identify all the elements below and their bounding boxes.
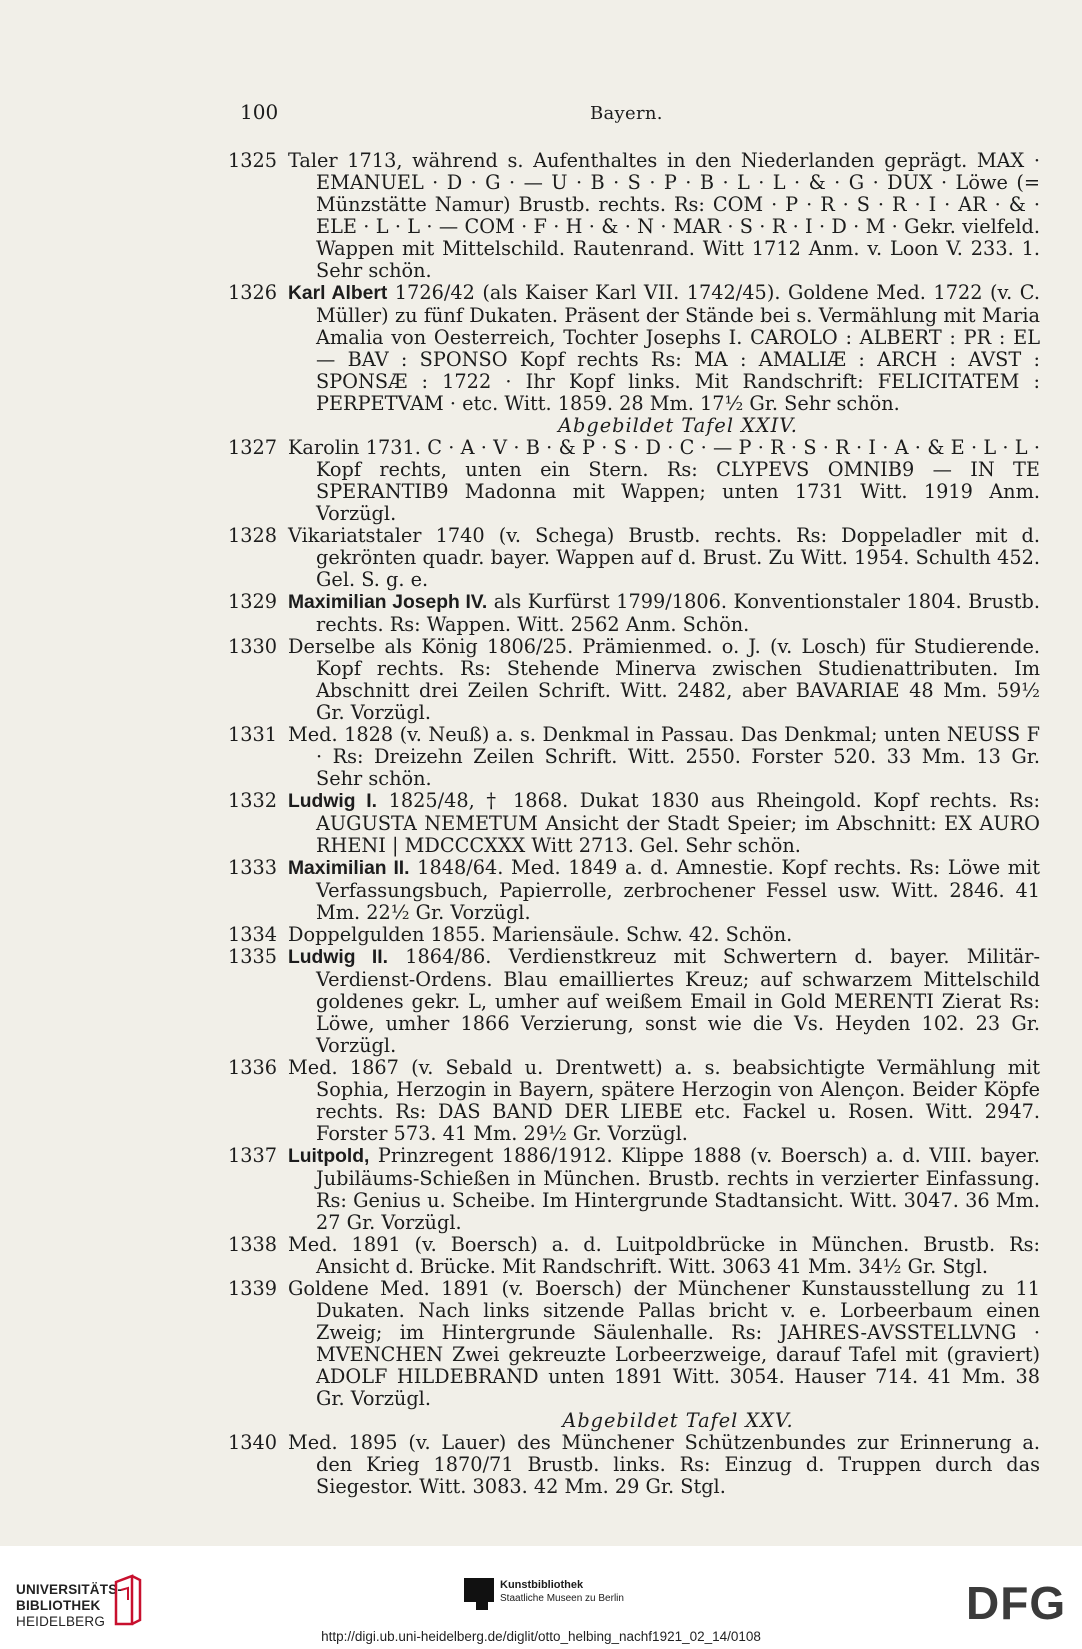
lot-number: 1327 [228,436,278,459]
lot-number: 1330 [228,635,278,658]
ruler-name: Maximilian II. [288,858,410,879]
lot-number: 1338 [228,1233,278,1256]
lot-description: Vikariatstaler 1740 (v. Schega) Brustb. rechts. Rs: Doppeladler mit d. gekrönten quadr. bayer. Wappen auf d. Brust. Zu Witt. 1954. Schulth 452. Gel. S. g. e. [288,524,1040,591]
running-head: Bayern. [590,103,663,124]
lot-number: 1333 [228,856,278,879]
lot-number: 1336 [228,1056,278,1079]
lot-description: Taler 1713, während s. Aufenthaltes in den Niederlanden geprägt. MAX · EMANUEL · D · G · — U · B · S · P · B · L · L · & · G · DUX · Löwe (= Münzstätte Namur) Brustb. rechts. Rs: COM · P · R · S · R · I · AR · & · ELE · L · L · — COM · F · H · & · N · MAR · S · R · I · D · M · Gekr. vielfeld. Wappen mit Mittelschild. Rautenrand. Witt 1712 Anm. v. Loon V. 233. 1. Sehr schön. [288,149,1040,282]
catalogue-entry [228,1278,1040,1410]
library-name-line1: UNIVERSITÄTS- [16,1582,123,1597]
lot-description: als Kurfürst 1799/1806. Konventionstaler 1804. Brustb. rechts. Rs: Wappen. Witt. 2562 Anm. Schön. [316,590,1040,636]
lot-number: 1337 [228,1144,278,1167]
lot-number: 1339 [228,1277,278,1300]
lot-description: Prinzregent 1886/1912. Klippe 1888 (v. Boersch) a. d. VIII. bayer. Jubiläums-Schießen in München. Brustb. rechts in verzierter Einfassung. Rs: Genius u. Scheibe. Im Hintergrunde Stadtansicht. Witt. 3047. 36 Mm. 27 Gr. Vorzügl. [316,1144,1040,1234]
library-logo[interactable] [16,1582,122,1630]
ruler-name: Luitpold, [288,1146,370,1167]
library-name-line2: BIBLIOTHEK [16,1598,101,1613]
lot-description: Karolin 1731. C · A · V · B · & P · S · D · C · — P · R · S · R · I · A · & E · L · L · Kopf rechts, unten ein Stern. Rs: CLYPEVS OMNIB9 — IN TE SPERANTIB9 Madonna mit Wappen; unten 1731 Witt. 1919 Anm. Vorzügl. [288,436,1040,525]
lot-description: Med. 1828 (v. Neuß) a. s. Denkmal in Passau. Das Denkmal; unten NEUSS F · Rs: Dreizehn Zeilen Schrift. Witt. 2550. Forster 520. 33 Mm. 13 Gr. Sehr schön. [288,723,1040,790]
dfg-logo[interactable]: DFG [966,1577,1067,1629]
lot-description: Derselbe als König 1806/25. Prämienmed. o. J. (v. Losch) für Studierende. Kopf rechts. Rs: Stehende Minerva zwischen Studienattributen. Im Abschnitt drei Zeilen Schrift. Witt. 2482, aber BAVARIAE 48 Mm. 59½ Gr. Vorzügl. [288,635,1040,724]
catalogue-entry [228,1432,1040,1498]
lot-number: 1340 [228,1431,278,1454]
catalogue-entry [228,946,1040,1057]
partner-line2: Staatliche Museen zu Berlin [500,1593,624,1604]
catalogue-entry [228,525,1040,591]
catalogue-entry [228,150,1040,282]
catalogue-entry [228,724,1040,790]
lot-description: Med. 1895 (v. Lauer) des Münchener Schützenbundes zur Erinnerung a. den Krieg 1870/71 Brustb. links. Rs: Einzug d. Truppen durch das Siegestor. Witt. 3083. 42 Mm. 29 Gr. Stgl. [288,1431,1040,1498]
catalogue-entry [228,790,1040,857]
lot-description: Med. 1867 (v. Sebald u. Drentwett) a. s. beabsichtigte Vermählung mit Sophia, Herzogin in Bayern, spätere Herzogin von Alençon. Beider Köpfe rechts. Rs: DAS BAND DER LIEBE etc. Fackel u. Rosen. Witt. 2947. Forster 573. 41 Mm. 29½ Gr. Vorzügl. [288,1056,1040,1145]
catalogue-entry [228,437,1040,525]
lot-description: Med. 1891 (v. Boersch) a. d. Luitpoldbrücke in München. Brustb. Rs: Ansicht d. Brücke. Mit Randschrift. Witt. 3063 41 Mm. 34½ Gr. Stgl. [288,1233,1040,1278]
page-number: 100 [240,100,279,124]
plate-caption: Abgebildet Tafel XXIV. [558,414,798,437]
partner-name [500,1578,624,1606]
lot-description: Doppelgulden 1855. Mariensäule. Schw. 42. Schön. [288,923,793,946]
lot-description: 1864/86. Verdienstkreuz mit Schwertern d. bayer. Militär-Verdienst-Ordens. Blau emailliertes Kreuz; auf schwarzem Mittelschild goldenes gekr. L, umher auf weißem Email in Gold MERENTI Zierat Rs: Löwe, umher 1866 Verzierung, sonst wie die Vs. Heyden 102. 23 Gr. Vorzügl. [316,945,1040,1057]
ruler-name: Karl Albert [288,283,388,304]
catalogue-entry [228,924,1040,946]
lot-number: 1326 [228,281,278,304]
lot-description: 1726/42 (als Kaiser Karl VII. 1742/45). Goldene Med. 1722 (v. C. Müller) zu fünf Dukaten. Präsent der Stände bei s. Vermählung mit Maria Amalia von Oesterreich, Tochter Josephs I. CAROLO : ALBERT : PR : EL — BAV : SPONSO Kopf rechts Rs: MA : AMALIÆ : ARCH : AVST : SPONSÆ : 1722 · Ihr Kopf links. Mit Randschrift: FELICITATEM : PERPETVAM · etc. Witt. 1859. 28 Mm. 17½ Gr. Sehr schön. [316,281,1040,415]
permalink-url[interactable]: http://digi.ub.uni-heidelberg.de/diglit/otto_helbing_nachf1921_02_14/0108 [321,1629,761,1644]
catalogue-entry [228,857,1040,924]
catalogue-entry [228,591,1040,636]
library-mark-icon [112,1574,142,1628]
ruler-name: Maximilian Joseph IV. [288,592,488,613]
catalogue-entry [228,1057,1040,1145]
catalogue-entry [228,1145,1040,1234]
catalogue-entry [228,282,1040,415]
lot-description: 1848/64. Med. 1849 a. d. Amnestie. Kopf rechts. Rs: Löwe mit Verfassungsbuch, Papierrolle, zerbrochener Fessel usw. Witt. 2846. 41 Mm. 22½ Gr. Vorzügl. [316,856,1040,924]
lot-number: 1329 [228,590,278,613]
catalogue-entry [228,636,1040,724]
lot-description: Goldene Med. 1891 (v. Boersch) der Münchener Kunstausstellung zu 11 Dukaten. Nach links sitzende Pallas bricht v. e. Lorbeerbaum einen Zweig; im Hintergrunde Säulenhalle. Rs: JAHRES-AVSSTELLVNG · MVENCHEN Zwei gekreuzte Lorbeerzweige, darauf Tafel mit (graviert) ADOLF HILDEBRAND unten 1891 Witt. 3054. Hauser 714. 41 Mm. 38 Gr. Vorzügl. [288,1277,1040,1410]
catalogue-entry [228,1234,1040,1278]
lot-number: 1334 [228,923,278,946]
lot-number: 1325 [228,149,278,172]
partner-line1: Kunstbibliothek [500,1579,584,1591]
kunstbibliothek-logo-icon [464,1576,494,1610]
lot-description: 1825/48, † 1868. Dukat 1830 aus Rheingold. Kopf rechts. Rs: AUGUSTA NEMETUM Ansicht der Stadt Speier; im Abschnitt: EX AURO RHENI | MDCCCXXX Witt 2713. Gel. Sehr schön. [316,789,1040,857]
lot-number: 1335 [228,945,278,968]
library-name-line3: HEIDELBERG [16,1614,106,1629]
plate-caption: Abgebildet Tafel XXV. [562,1409,794,1432]
lot-number: 1331 [228,723,278,746]
catalogue-entries [228,150,1040,1498]
ruler-name: Ludwig I. [288,791,377,812]
lot-number: 1332 [228,789,278,812]
ruler-name: Ludwig II. [288,947,388,968]
lot-number: 1328 [228,524,278,547]
